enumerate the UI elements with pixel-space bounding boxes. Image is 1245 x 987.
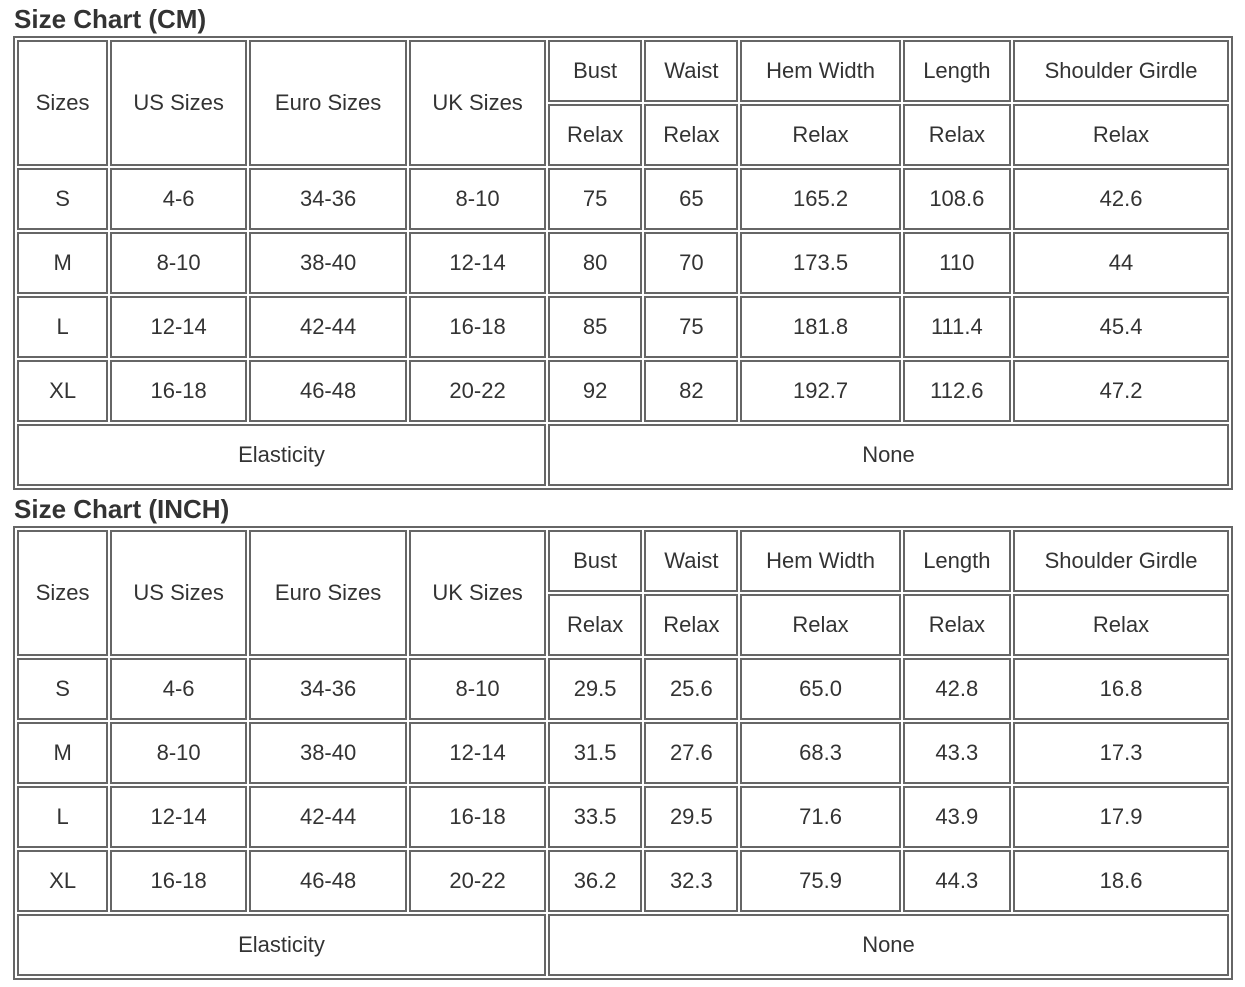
cell-euro-size: 42-44 — [249, 786, 407, 848]
cell-hem-width: 71.6 — [740, 786, 900, 848]
header-row — [17, 40, 1229, 102]
table-row — [17, 850, 1229, 912]
cell-waist: 27.6 — [644, 722, 738, 784]
cell-uk-size: 12-14 — [409, 722, 546, 784]
cell-us-size: 8-10 — [110, 722, 247, 784]
elasticity-value: None — [548, 424, 1229, 486]
cell-bust: 29.5 — [548, 658, 642, 720]
cell-euro-size: 46-48 — [249, 360, 407, 422]
table-row — [17, 232, 1229, 294]
cell-size: L — [17, 786, 108, 848]
header-length: Length — [903, 40, 1011, 102]
header-bust: Bust — [548, 40, 642, 102]
cell-euro-size: 38-40 — [249, 722, 407, 784]
cell-bust: 31.5 — [548, 722, 642, 784]
cell-bust: 85 — [548, 296, 642, 358]
cell-length: 44.3 — [903, 850, 1011, 912]
cell-shoulder-girdle: 17.9 — [1013, 786, 1229, 848]
cell-waist: 32.3 — [644, 850, 738, 912]
header-hem-width: Hem Width — [740, 530, 900, 592]
cell-uk-size: 8-10 — [409, 168, 546, 230]
cell-us-size: 12-14 — [110, 786, 247, 848]
cell-shoulder-girdle: 16.8 — [1013, 658, 1229, 720]
chart-title-inch: Size Chart (INCH) — [14, 494, 230, 524]
cell-length: 43.9 — [903, 786, 1011, 848]
header-waist: Waist — [644, 40, 738, 102]
cell-bust: 33.5 — [548, 786, 642, 848]
chart-title-cm: Size Chart (CM) — [14, 4, 207, 34]
cell-hem-width: 75.9 — [740, 850, 900, 912]
elasticity-value: None — [548, 914, 1229, 976]
cell-size: L — [17, 296, 108, 358]
header-us-sizes: US Sizes — [110, 40, 247, 166]
cell-us-size: 16-18 — [110, 850, 247, 912]
cell-length: 43.3 — [903, 722, 1011, 784]
table-row — [17, 722, 1229, 784]
cell-waist: 82 — [644, 360, 738, 422]
subheader-relax: Relax — [903, 594, 1011, 656]
footer-row — [17, 424, 1229, 486]
cell-size: XL — [17, 850, 108, 912]
cell-shoulder-girdle: 17.3 — [1013, 722, 1229, 784]
subheader-relax: Relax — [1013, 594, 1229, 656]
cell-uk-size: 12-14 — [409, 232, 546, 294]
cell-hem-width: 173.5 — [740, 232, 900, 294]
cell-hem-width: 68.3 — [740, 722, 900, 784]
cell-bust: 92 — [548, 360, 642, 422]
elasticity-label: Elasticity — [17, 424, 546, 486]
header-uk-sizes: UK Sizes — [409, 530, 546, 656]
cell-waist: 70 — [644, 232, 738, 294]
header-us-sizes: US Sizes — [110, 530, 247, 656]
cell-waist: 75 — [644, 296, 738, 358]
cell-hem-width: 192.7 — [740, 360, 900, 422]
table-row — [17, 168, 1229, 230]
subheader-relax: Relax — [903, 104, 1011, 166]
cell-size: S — [17, 168, 108, 230]
subheader-relax: Relax — [740, 104, 900, 166]
cell-bust: 80 — [548, 232, 642, 294]
elasticity-label: Elasticity — [17, 914, 546, 976]
cell-waist: 65 — [644, 168, 738, 230]
cell-us-size: 4-6 — [110, 658, 247, 720]
size-table-inch — [13, 526, 1233, 980]
table-row — [17, 658, 1229, 720]
cell-size: XL — [17, 360, 108, 422]
header-waist: Waist — [644, 530, 738, 592]
header-bust: Bust — [548, 530, 642, 592]
cell-euro-size: 42-44 — [249, 296, 407, 358]
cell-hem-width: 181.8 — [740, 296, 900, 358]
cell-waist: 25.6 — [644, 658, 738, 720]
cell-bust: 36.2 — [548, 850, 642, 912]
cell-euro-size: 46-48 — [249, 850, 407, 912]
subheader-relax: Relax — [1013, 104, 1229, 166]
subheader-relax: Relax — [644, 104, 738, 166]
table-row — [17, 786, 1229, 848]
header-length: Length — [903, 530, 1011, 592]
footer-row — [17, 914, 1229, 976]
subheader-relax: Relax — [548, 594, 642, 656]
cell-length: 110 — [903, 232, 1011, 294]
cell-euro-size: 38-40 — [249, 232, 407, 294]
cell-us-size: 16-18 — [110, 360, 247, 422]
cell-length: 111.4 — [903, 296, 1011, 358]
header-shoulder-girdle: Shoulder Girdle — [1013, 530, 1229, 592]
cell-us-size: 12-14 — [110, 296, 247, 358]
header-hem-width: Hem Width — [740, 40, 900, 102]
header-sizes: Sizes — [17, 40, 108, 166]
cell-euro-size: 34-36 — [249, 658, 407, 720]
header-sizes: Sizes — [17, 530, 108, 656]
cell-shoulder-girdle: 44 — [1013, 232, 1229, 294]
cell-euro-size: 34-36 — [249, 168, 407, 230]
cell-bust: 75 — [548, 168, 642, 230]
cell-length: 108.6 — [903, 168, 1011, 230]
cell-us-size: 4-6 — [110, 168, 247, 230]
subheader-relax: Relax — [548, 104, 642, 166]
size-table-cm — [13, 36, 1233, 490]
subheader-relax: Relax — [644, 594, 738, 656]
header-euro-sizes: Euro Sizes — [249, 530, 407, 656]
cell-shoulder-girdle: 45.4 — [1013, 296, 1229, 358]
header-euro-sizes: Euro Sizes — [249, 40, 407, 166]
cell-shoulder-girdle: 18.6 — [1013, 850, 1229, 912]
cell-uk-size: 8-10 — [409, 658, 546, 720]
header-shoulder-girdle: Shoulder Girdle — [1013, 40, 1229, 102]
header-row — [17, 530, 1229, 592]
cell-length: 112.6 — [903, 360, 1011, 422]
header-uk-sizes: UK Sizes — [409, 40, 546, 166]
cell-us-size: 8-10 — [110, 232, 247, 294]
cell-size: S — [17, 658, 108, 720]
cell-hem-width: 165.2 — [740, 168, 900, 230]
cell-hem-width: 65.0 — [740, 658, 900, 720]
cell-uk-size: 20-22 — [409, 850, 546, 912]
cell-size: M — [17, 232, 108, 294]
cell-shoulder-girdle: 47.2 — [1013, 360, 1229, 422]
cell-length: 42.8 — [903, 658, 1011, 720]
cell-uk-size: 16-18 — [409, 296, 546, 358]
cell-uk-size: 16-18 — [409, 786, 546, 848]
cell-waist: 29.5 — [644, 786, 738, 848]
subheader-relax: Relax — [740, 594, 900, 656]
cell-shoulder-girdle: 42.6 — [1013, 168, 1229, 230]
table-row — [17, 360, 1229, 422]
table-row — [17, 296, 1229, 358]
cell-uk-size: 20-22 — [409, 360, 546, 422]
cell-size: M — [17, 722, 108, 784]
